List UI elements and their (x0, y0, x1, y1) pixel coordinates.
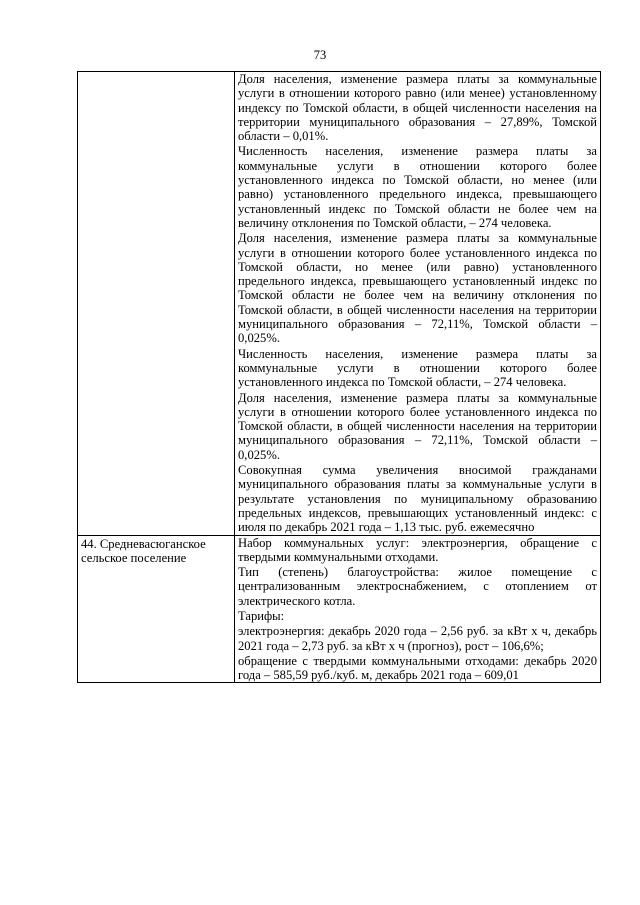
indicator-paragraph: Доля населения, изменение размера платы за коммунальные услуги в отношении которого равно (или менее) установленному индексу по Томской области, в общей численности населения на территории муниципального образования – 27,89%, Томской области – 0,01%. (238, 72, 597, 144)
municipality-cell (78, 72, 235, 536)
indicator-paragraph: обращение с твердыми коммунальными отходами: декабрь 2020 года – 585,59 руб./куб. м, декабрь 2021 года – 609,01 (238, 653, 597, 683)
indicator-paragraph: Совокупная сумма увеличения вносимой гражданами муниципального образования платы за коммунальные услуги в результате установления по муниципальному образованию предельных индексов, превышающих установленный индекс: с июля по декабрь 2021 года – 1,13 тыс. руб. ежемесячно (238, 463, 597, 535)
indicator-paragraph: Тарифы: (238, 608, 285, 623)
indicators-cell (235, 535, 601, 683)
indicator-paragraph: Численность населения, изменение размера платы за коммунальные услуги в отношении которого более установленного индекса по Томской области, – 274 человека. (238, 346, 597, 390)
municipal-indices-table (77, 71, 601, 683)
table-row (78, 535, 601, 683)
indicator-paragraph: электроэнергия: декабрь 2020 года – 2,56 руб. за кВт х ч, декабрь 2021 года – 2,73 руб. за кВт х ч (прогноз), рост – 106,6%; (238, 624, 597, 653)
page-number: 73 (313, 48, 327, 62)
indicator-paragraph: Набор коммунальных услуг: электроэнергия, обращение с твердыми коммунальными отходами. (238, 535, 597, 564)
municipality-name: 44. Средневасюганское сельское поселение (81, 536, 206, 565)
indicators-cell (235, 72, 601, 536)
indicator-paragraph: Тип (степень) благоустройства: жилое помещение с централизованным электроснабжением, с отоплением от электрического котла. (238, 565, 597, 608)
indicator-paragraph: Численность населения, изменение размера платы за коммунальные услуги в отношении которого более установленного индекса по Томской области, но менее (или равно) установленного предельного индекса, превышающего установленный индекс по Томской области не более чем на величину отклонения по Томской области, – 274 человека. (238, 144, 597, 230)
municipality-cell (78, 535, 235, 683)
municipality-name (81, 72, 231, 73)
indicator-paragraph: Доля населения, изменение размера платы за коммунальные услуги в отношении которого более установленного индекса по Томской области, но менее (или равно) установленного предельного индекса, превышающего установленный индекс по Томской области не более чем на величину отклонения по Томской области, в общей численности населения на территории муниципального образования – 72,11%, Томской области – 0,025%. (238, 231, 597, 346)
indicator-paragraph: Доля населения, изменение размера платы за коммунальные услуги в отношении которого более установленного индекса по Томской области, в общей численности населения на территории муниципального образования – 72,11%, Томской области – 0,025%. (238, 390, 597, 462)
table-row (78, 72, 601, 536)
